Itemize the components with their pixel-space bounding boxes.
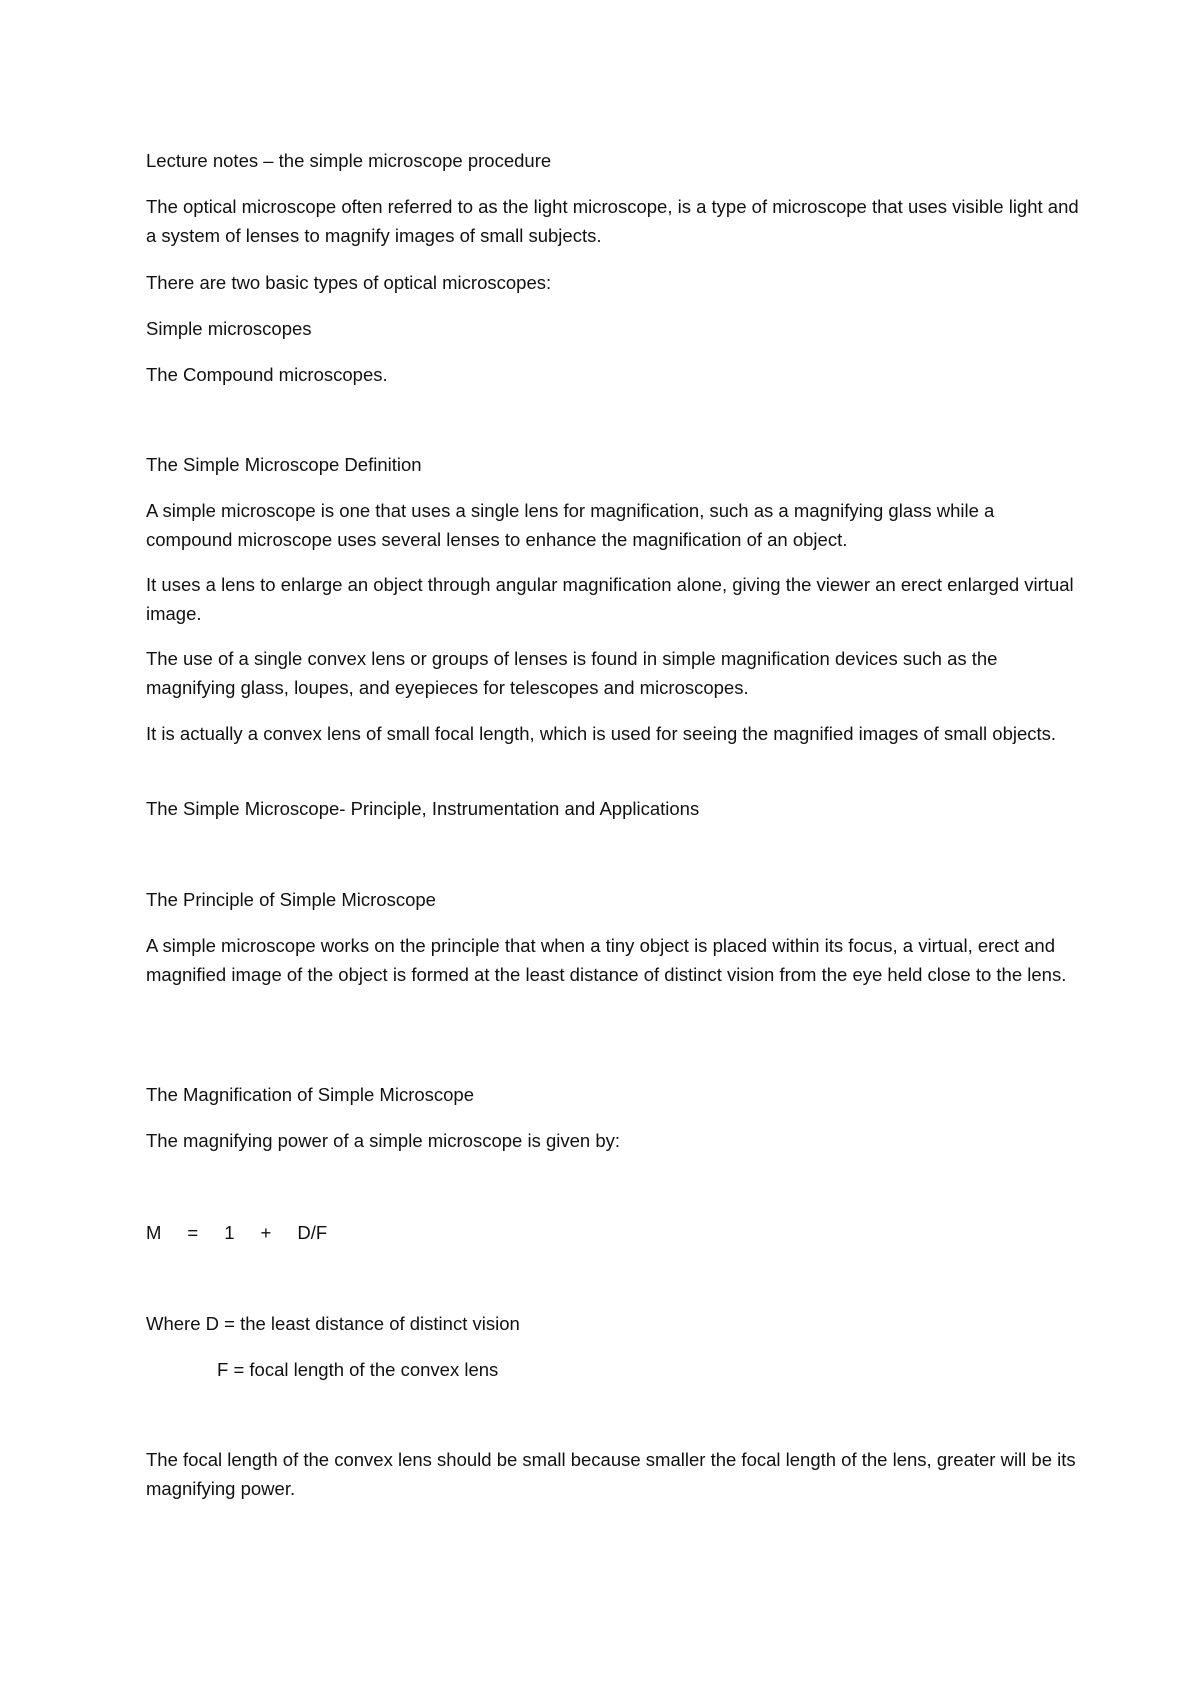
definition-paragraph-1: A simple microscope is one that uses a single lens for magnification, such as a magnifying glass while a compound microscope uses several lenses to enhance the magnification of an object.: [146, 500, 995, 550]
principle-heading: The Principle of Simple Microscope: [146, 889, 436, 910]
principle-paragraph: A simple microscope works on the principle that when a tiny object is placed within its focus, a virtual, erect and magnified image of the object is formed at the least distance of distinct vision from the eye held close to the lens.: [146, 935, 1067, 985]
formula-rhs: D/F: [297, 1222, 328, 1243]
formula-lhs: M: [146, 1222, 162, 1243]
where-d-line: Where D = the least distance of distinct vision: [146, 1313, 520, 1334]
definition-paragraph-5: The Simple Microscope- Principle, Instrumentation and Applications: [146, 798, 700, 819]
definition-paragraph-2: It uses a lens to enlarge an object through angular magnification alone, giving the viewer an erect enlarged virtual image.: [146, 574, 1074, 624]
where-f-line: F = focal length of the convex lens: [217, 1359, 499, 1380]
definition-heading: The Simple Microscope Definition: [146, 454, 422, 475]
type-compound: The Compound microscopes.: [146, 364, 388, 385]
types-intro: There are two basic types of optical microscopes:: [146, 272, 552, 293]
magnification-paragraph: The magnifying power of a simple microscope is given by:: [146, 1130, 621, 1151]
closing-paragraph: The focal length of the convex lens should be small because smaller the focal length of the lens, greater will be its magnifying power.: [146, 1449, 1076, 1499]
formula-equals: =: [187, 1222, 199, 1243]
definition-paragraph-3: The use of a single convex lens or groups of lenses is found in simple magnification devices such as the magnifying glass, loupes, and eyepieces for telescopes and microscopes.: [146, 648, 998, 698]
definition-paragraph-4: It is actually a convex lens of small focal length, which is used for seeing the magnified images of small objects.: [146, 723, 1057, 744]
formula-one: 1: [224, 1222, 235, 1243]
document-title: Lecture notes – the simple microscope procedure: [146, 150, 552, 171]
magnification-heading: The Magnification of Simple Microscope: [146, 1084, 475, 1105]
magnification-formula: [146, 1218, 1081, 1247]
formula-plus: +: [260, 1222, 272, 1243]
intro-paragraph: The optical microscope often referred to as the light microscope, is a type of microscope that uses visible light and a system of lenses to magnify images of small subjects.: [146, 196, 1079, 246]
type-simple: Simple microscopes: [146, 318, 312, 339]
